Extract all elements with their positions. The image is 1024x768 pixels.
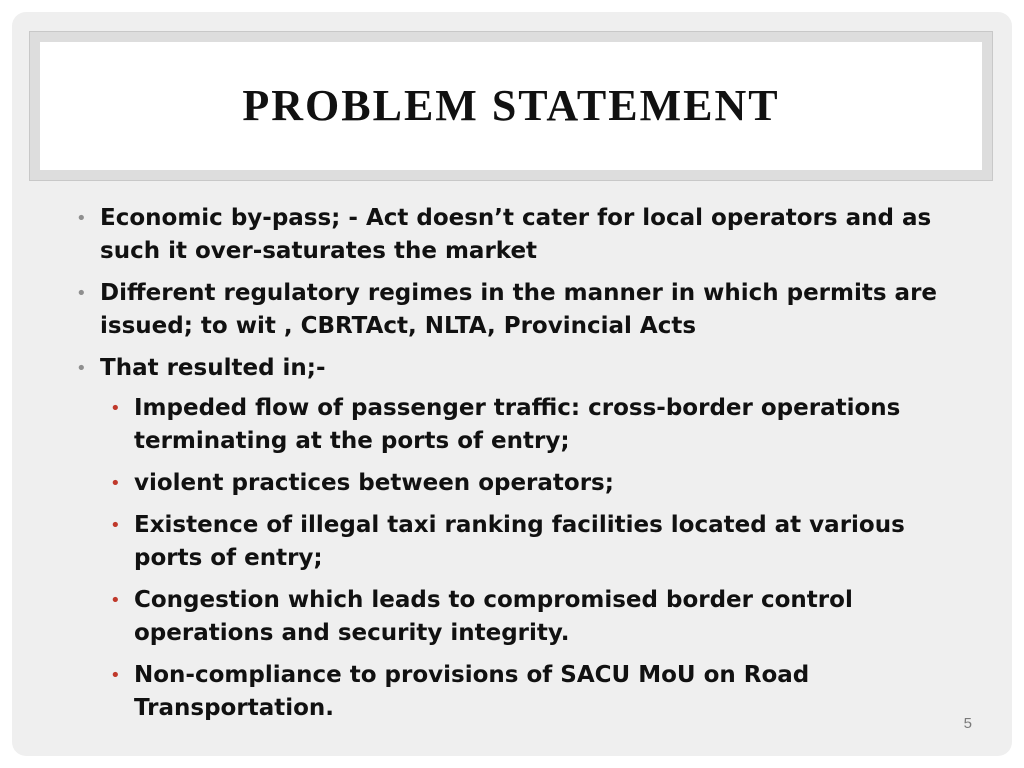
page-number: 5	[963, 715, 972, 732]
sub-bullet-icon: •	[110, 590, 121, 611]
sub-list-item-text: violent practices between operators;	[134, 470, 614, 496]
bullet-icon: •	[76, 358, 87, 379]
title-frame	[30, 32, 992, 180]
bullet-icon: •	[76, 283, 87, 304]
sub-list-item	[100, 509, 972, 575]
sub-list-item-text: Congestion which leads to compromised border control operations and security integrity.	[134, 587, 853, 646]
sub-bullet-icon: •	[110, 473, 121, 494]
sub-bullet-icon: •	[110, 665, 121, 686]
sub-list-item-text: Existence of illegal taxi ranking facilities located at various ports of entry;	[134, 512, 905, 571]
list-item-text: Economic by-pass; - Act doesn’t cater for local operators and as such it over-saturates the market	[100, 205, 932, 264]
bullet-icon: •	[76, 208, 87, 229]
sub-bullet-icon: •	[110, 398, 121, 419]
sub-list-item	[100, 392, 972, 458]
list-item	[72, 202, 972, 268]
sub-list-item-text: Non-compliance to provisions of SACU MoU on Road Transportation.	[134, 662, 810, 721]
sub-list-item	[100, 467, 972, 500]
slide	[12, 12, 1012, 756]
sub-list-item	[100, 659, 972, 725]
bullet-list	[72, 202, 972, 734]
list-item-text: That resulted in;-	[100, 355, 326, 381]
slide-title: PROBLEM STATEMENT	[242, 81, 780, 130]
sub-bullet-icon: •	[110, 515, 121, 536]
sub-list-item-text: Impeded flow of passenger traffic: cross-border operations terminating at the ports of entry;	[134, 395, 901, 454]
list-item	[72, 277, 972, 343]
sub-list-item	[100, 584, 972, 650]
sub-bullet-list	[100, 392, 972, 725]
list-item-text: Different regulatory regimes in the manner in which permits are issued; to wit , CBRTAct, NLTA, Provincial Acts	[100, 280, 938, 339]
list-item	[72, 352, 972, 725]
